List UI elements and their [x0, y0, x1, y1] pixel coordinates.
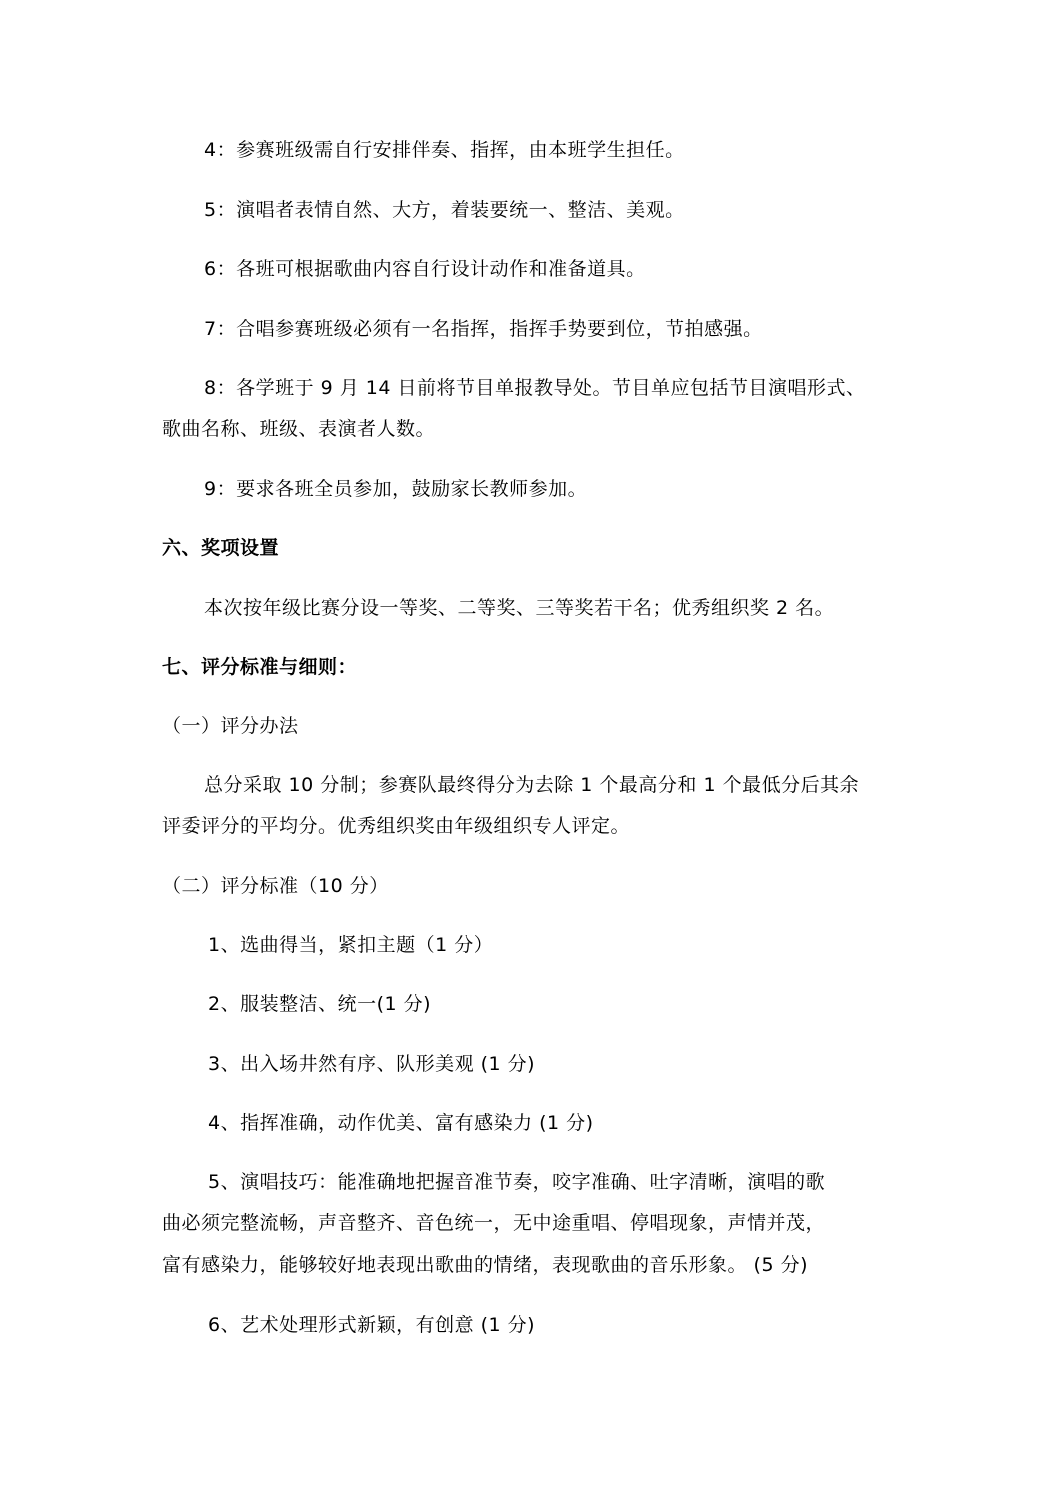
rule-item-9: 9：要求各班全员参加，鼓励家长教师参加。	[204, 478, 588, 500]
criterion-5-line1: 5、演唱技巧：能准确地把握音准节奏，咬字准确、吐字清晰，演唱的歌	[208, 1171, 826, 1193]
rule-item-5: 5：演唱者表情自然、大方，着装要统一、整洁、美观。	[204, 199, 685, 221]
rule-item-7: 7：合唱参赛班级必须有一名指挥，指挥手势要到位，节拍感强。	[204, 318, 763, 340]
rule-item-4: 4：参赛班级需自行安排伴奏、指挥，由本班学生担任。	[204, 139, 685, 161]
criterion-4: 4、指挥准确，动作优美、富有感染力 (1 分)	[208, 1112, 594, 1134]
scoring-method-line2: 评委评分的平均分。优秀组织奖由年级组织专人评定。	[162, 815, 631, 837]
criterion-5-line3: 富有感染力，能够较好地表现出歌曲的情绪，表现歌曲的音乐形象。 (5 分)	[162, 1254, 808, 1276]
criterion-6: 6、艺术处理形式新颖，有创意 (1 分)	[208, 1314, 536, 1336]
scoring-method-line1: 总分采取 10 分制；参赛队最终得分为去除 1 个最高分和 1 个最低分后其余	[204, 774, 860, 796]
rule-item-8-line2: 歌曲名称、班级、表演者人数。	[162, 418, 436, 440]
rule-item-6: 6：各班可根据歌曲内容自行设计动作和准备道具。	[204, 258, 646, 280]
rule-item-8-line1: 8：各学班于 9 月 14 日前将节目单报教导处。节目单应包括节目演唱形式、	[204, 377, 866, 399]
scoring-standard-heading: （二）评分标准（10 分）	[162, 875, 389, 897]
scoring-heading: 七、评分标准与细则：	[162, 656, 358, 678]
criterion-5-line2: 曲必须完整流畅，声音整齐、音色统一，无中途重唱、停唱现象，声情并茂，	[162, 1212, 826, 1234]
criterion-1: 1、选曲得当，紧扣主题（1 分）	[208, 934, 494, 956]
awards-heading: 六、奖项设置	[162, 537, 280, 559]
awards-text: 本次按年级比赛分设一等奖、二等奖、三等奖若干名；优秀组织奖 2 名。	[204, 597, 835, 619]
criterion-3: 3、出入场井然有序、队形美观 (1 分)	[208, 1053, 536, 1075]
scoring-method-heading: （一）评分办法	[162, 715, 299, 737]
criterion-2: 2、服装整洁、统一(1 分)	[208, 993, 432, 1015]
